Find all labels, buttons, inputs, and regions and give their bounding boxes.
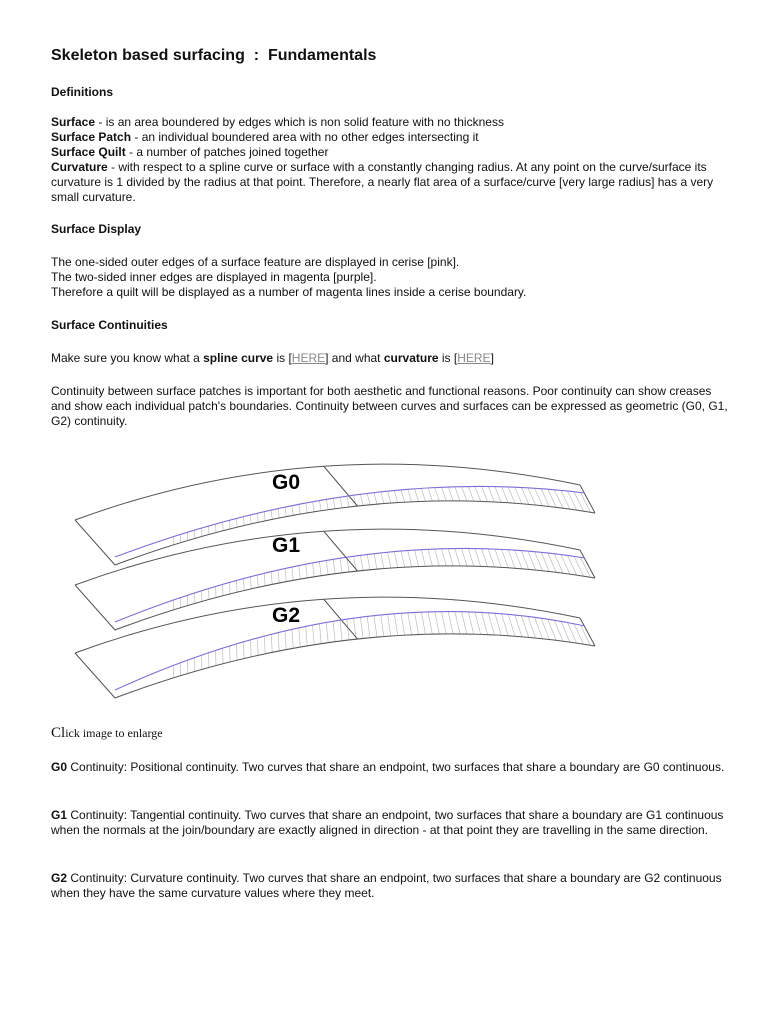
surface-hatch <box>374 616 377 637</box>
surface-hatch <box>468 548 474 566</box>
surface-hatch <box>388 491 391 503</box>
surface-hatch <box>243 517 244 526</box>
surface-hatch <box>236 644 237 660</box>
surface-hatch <box>271 510 272 519</box>
surface-bottom-edge <box>115 634 595 698</box>
spline-curve-here-link[interactable]: HERE <box>291 351 326 365</box>
surface-hatch <box>435 488 440 501</box>
surface-hatch <box>394 614 397 636</box>
surface-hatch <box>285 568 286 581</box>
surface-hatch <box>495 549 501 567</box>
surface-hatch <box>394 490 397 502</box>
surface-hatch <box>502 614 509 636</box>
surface-hatch <box>535 488 543 505</box>
g2-term: G2 <box>51 871 68 885</box>
surface-end-edge <box>75 585 115 630</box>
surface-hatch <box>421 488 425 501</box>
surface-hatch <box>340 558 342 573</box>
surface-hatch <box>388 614 391 636</box>
surface-hatch <box>528 616 536 638</box>
figure-label-g1: G1 <box>272 534 301 557</box>
surface-hatch <box>285 507 286 516</box>
curvature-here-link[interactable]: HERE <box>457 351 491 365</box>
g2-description: G2 Continuity: Curvature continuity. Two curves that share an endpoint, two surfaces that share a boundary are G2 continuous when they have the same curvature values where they meet. <box>51 871 722 900</box>
surface-hatch <box>230 582 231 594</box>
definition-text: - is an area boundered by edges which is non solid feature with no thickness <box>95 115 504 129</box>
surface-hatch <box>299 504 300 514</box>
surface-hatch <box>475 612 481 634</box>
surface-hatch <box>278 509 279 518</box>
surface-hatch <box>250 577 251 589</box>
page-title: Skeleton based surfacing : Fundamentals <box>51 47 377 64</box>
surface-hatch <box>347 496 349 507</box>
surface-hatch <box>441 549 446 566</box>
surface-hatch <box>502 487 509 503</box>
surface-hatch <box>250 515 251 524</box>
surface-hatch <box>415 489 419 502</box>
surface-hatch <box>292 567 293 580</box>
g0-term: G0 <box>51 760 68 774</box>
definition-text: - a number of patches joined together <box>125 145 329 159</box>
surface-hatch <box>401 613 405 635</box>
definition-text: - an individual boundered area with no other edges intersecting it <box>131 130 479 144</box>
surface-hatch <box>421 550 425 567</box>
surface-hatch <box>535 617 543 638</box>
surface-hatch <box>541 618 549 639</box>
surface-hatch <box>448 487 453 501</box>
surface-bands <box>75 464 595 698</box>
surface-hatch <box>488 613 494 635</box>
surface-display-line: Therefore a quilt will be displayed as a number of magenta lines inside a cerise boundary. <box>51 285 527 299</box>
surface-top-edge <box>75 464 580 520</box>
g0-description: G0 Continuity: Positional continuity. Two curves that share an endpoint, two surfaces that share a boundary are G0 continuous. <box>51 760 725 774</box>
surface-hatch <box>374 493 377 505</box>
definition-surface-patch <box>51 130 731 145</box>
definition-curvature <box>51 160 731 205</box>
surface-hatch <box>502 549 509 567</box>
figure-caption: Click image to enlarge <box>51 725 163 741</box>
surface-hatch <box>508 487 515 503</box>
definition-term: Curvature <box>51 160 108 174</box>
surface-hatch <box>448 612 453 634</box>
surface-hatch <box>374 554 377 569</box>
surface-hatch <box>515 550 522 569</box>
surface-hatch <box>521 551 528 570</box>
surface-hatch <box>347 619 349 640</box>
surface-hatch <box>236 518 237 527</box>
surface-hatch <box>435 549 440 566</box>
surface-hatch <box>292 629 293 648</box>
surface-hatch <box>401 490 405 502</box>
surface-hatch <box>462 487 467 501</box>
patch-boundary <box>324 599 358 639</box>
definition-surface-quilt <box>51 145 731 160</box>
surface-hatch <box>257 513 258 522</box>
surface-hatch <box>278 633 279 651</box>
continuity-paragraph: Continuity between surface patches is important for both aesthetic and functional reasons. Poor continuity can show creases and show each individual patch's boundaries. Continuity between curves and surfaces can be expressed as geometric (G0, G1, G2) continuity. <box>51 384 728 428</box>
surface-hatch <box>495 487 501 503</box>
surface-hatch <box>515 615 522 637</box>
definition-term: Surface Patch <box>51 130 132 144</box>
surface-hatch <box>482 549 488 567</box>
surface-hatch <box>326 560 328 574</box>
surface-hatch <box>435 612 440 634</box>
surface-display-heading: Surface Display <box>51 222 142 236</box>
surface-hatch <box>535 552 543 571</box>
surface-hatch <box>257 638 258 655</box>
surface-hatch <box>468 487 474 502</box>
surface-hatch <box>394 552 397 568</box>
surface-hatch <box>528 488 536 505</box>
surface-hatch <box>340 620 342 641</box>
surface-hatch <box>455 487 460 501</box>
definition-text: - with respect to a spline curve or surface with a constantly changing radius. At any point on the curve/surface its curvature is 1 divided by the radius at that point. Therefore, a nearly flat area of a surface/curve [very large radius] has a very small curvature. <box>51 160 714 204</box>
definition-term: Surface Quilt <box>51 145 126 159</box>
surface-hatch <box>264 573 265 586</box>
surface-hatch <box>306 626 308 645</box>
surface-hatch <box>367 616 370 637</box>
surface-hatch <box>285 631 286 650</box>
surface-hatch <box>243 579 244 591</box>
surface-hatch <box>408 613 412 635</box>
surface-hatch <box>455 549 460 566</box>
surface-hatch <box>313 563 315 577</box>
surface-hatch <box>528 551 536 570</box>
surface-hatch <box>250 640 251 657</box>
curvature-comb <box>115 612 585 690</box>
curvature-term: curvature <box>383 351 439 365</box>
surface-hatch <box>333 559 335 573</box>
surface-hatch <box>462 548 467 566</box>
spline-curve-term: spline curve <box>203 351 274 365</box>
surface-hatch <box>408 489 412 502</box>
surface-hatch <box>468 612 474 634</box>
surface-hatch <box>236 580 237 592</box>
surface-hatch <box>313 625 315 645</box>
surface-hatch <box>367 554 370 569</box>
surface-hatch <box>488 487 494 502</box>
know-sentence: Make sure you know what a spline curve is [HERE] and what curvature is [HERE] <box>51 351 494 365</box>
surface-hatch <box>541 552 549 571</box>
surface-hatch <box>313 502 315 512</box>
surface-continuities-heading: Surface Continuities <box>51 318 168 332</box>
surface-hatch <box>421 612 425 634</box>
surface-hatch <box>306 503 308 513</box>
surface-hatch <box>381 553 384 569</box>
surface-hatch <box>415 550 419 566</box>
surface-hatch <box>360 494 363 505</box>
surface-hatch <box>230 646 231 662</box>
surface-hatch <box>271 634 272 652</box>
surface-hatch <box>488 549 494 567</box>
surface-hatch <box>319 624 321 644</box>
surface-hatch <box>381 492 384 504</box>
surface-hatch <box>326 499 328 509</box>
g1-description: G1 Continuity: Tangential continuity. Two curves that share an endpoint, two surfaces that share a boundary are G1 continuous when the normals at the join/boundary are exactly aligned in direction - at that point they are travelling in the same direction. <box>51 808 724 837</box>
surface-hatch <box>401 551 405 567</box>
surface-top-edge <box>75 597 580 653</box>
surface-hatch <box>408 551 412 567</box>
surface-hatch <box>326 622 328 642</box>
surface-hatch <box>428 488 432 501</box>
surface-hatch <box>415 612 419 634</box>
definition-term: Surface <box>51 115 96 129</box>
surface-hatch <box>340 497 342 508</box>
surface-hatch <box>292 506 293 516</box>
surface-hatch <box>441 612 446 634</box>
surface-hatch <box>475 549 481 567</box>
surface-hatch <box>495 613 501 635</box>
surface-hatch <box>264 636 265 654</box>
surface-hatch <box>360 617 363 638</box>
surface-display-line: The two-sided inner edges are displayed in magenta [purple]. <box>51 270 377 284</box>
surface-hatch <box>257 575 258 587</box>
surface-hatch <box>515 487 522 504</box>
surface-hatch <box>388 552 391 568</box>
surface-end-edge <box>75 653 115 698</box>
surface-hatch <box>230 520 231 529</box>
surface-hatch <box>508 614 515 636</box>
surface-hatch <box>306 564 308 578</box>
surface-hatch <box>475 486 481 501</box>
surface-hatch <box>482 612 488 634</box>
surface-display-line: The one-sided outer edges of a surface feature are displayed in cerise [pink]. <box>51 255 460 269</box>
surface-hatch <box>333 498 335 508</box>
surface-hatch <box>367 493 370 504</box>
surface-hatch <box>482 486 488 501</box>
surface-hatch <box>428 549 432 566</box>
surface-hatch <box>243 642 244 659</box>
surface-hatch <box>333 621 335 641</box>
surface-hatch <box>319 501 321 511</box>
surface-hatch <box>278 570 279 583</box>
figure-label-g0: G0 <box>272 471 301 494</box>
surface-hatch <box>541 489 549 507</box>
surface-end-edge <box>75 520 115 565</box>
curvature-comb <box>115 548 585 622</box>
surface-hatch <box>441 487 446 501</box>
surface-hatch <box>299 628 300 647</box>
surface-hatch <box>360 555 363 570</box>
surface-hatch <box>521 488 528 505</box>
surface-hatch <box>508 550 515 569</box>
figure-label-g2: G2 <box>272 604 301 627</box>
surface-hatch <box>548 489 556 507</box>
surface-hatch <box>521 616 528 638</box>
surface-hatch <box>448 549 453 566</box>
surface-hatch <box>381 615 384 637</box>
surface-hatch <box>462 612 467 634</box>
surface-hatch <box>319 562 321 576</box>
definitions-heading: Definitions <box>51 85 113 99</box>
surface-hatch <box>428 612 432 634</box>
definition-surface <box>51 115 731 130</box>
surface-hatch <box>455 612 460 634</box>
continuity-figure[interactable] <box>60 445 620 705</box>
surface-hatch <box>299 566 300 580</box>
surface-hatch <box>264 512 265 521</box>
surface-hatch <box>271 572 272 585</box>
g1-term: G1 <box>51 808 68 822</box>
